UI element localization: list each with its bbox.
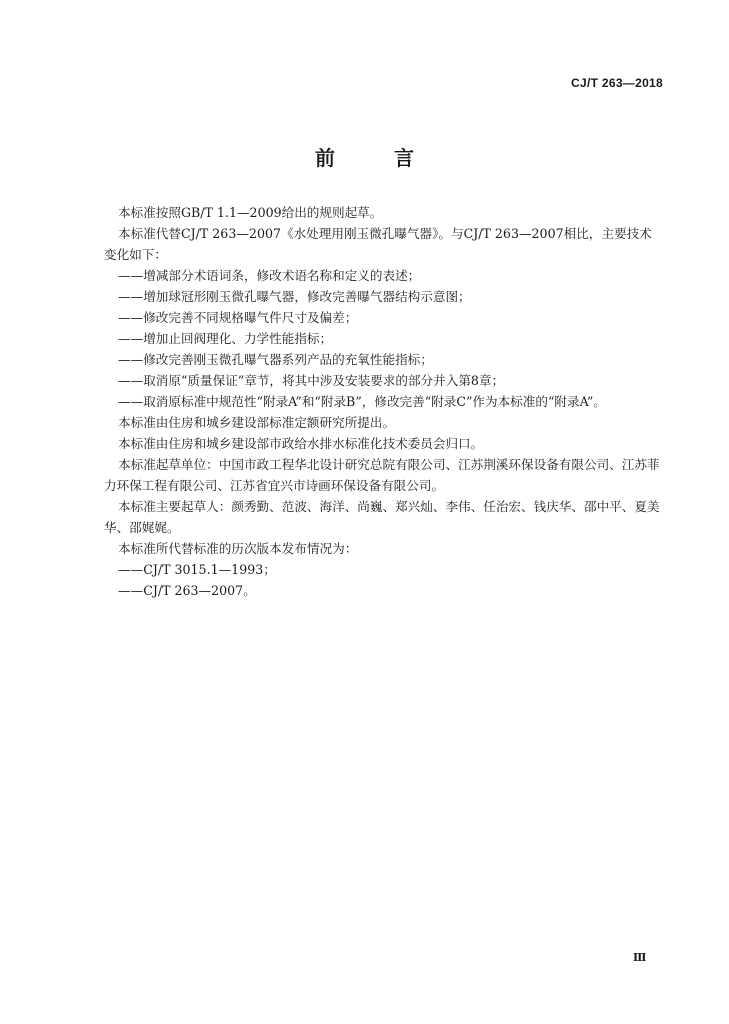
change-item: ——修改完善刚玉微孔曝气器系列产品的充氧性能指标； — [118, 352, 433, 367]
history-item: ——CJ/T 263—2007。 — [118, 583, 256, 598]
paragraph-drafting-rule: 本标准按照GB/T 1.1—2009给出的规则起草。 — [118, 205, 383, 220]
change-item: ——修改完善不同规格曝气件尺寸及偏差； — [118, 310, 358, 325]
paragraph-history-intro: 本标准所代替标准的历次版本发布情况为： — [118, 541, 358, 556]
change-item: ——增加止回阀理化、力学性能指标； — [118, 331, 333, 346]
page-title: 前 言 — [315, 146, 440, 170]
change-item: ——取消原标准中规范性“附录A”和“附录B”，修改完善“附录C”作为本标准的“附录A”。 — [118, 394, 606, 409]
change-item: ——增加球冠形刚玉微孔曝气器，修改完善曝气器结构示意图； — [118, 289, 471, 304]
standard-code: CJ/T 263—2018 — [571, 76, 663, 90]
history-item: ——CJ/T 3015.1—1993； — [118, 562, 276, 577]
paragraph-proposer: 本标准由住房和城乡建设部标准定额研究所提出。 — [118, 415, 396, 430]
change-item: ——增减部分术语词条，修改术语名称和定义的表述； — [118, 268, 421, 283]
paragraph-drafters: 本标准主要起草人：颜秀勤、范波、海洋、尚巍、郑兴灿、李伟、任治宏、钱庆华、邵中平、夏美华、邵娓娓。 — [104, 499, 660, 535]
paragraph-drafting-units: 本标准起草单位：中国市政工程华北设计研究总院有限公司、江苏荆溪环保设备有限公司、江苏菲力环保工程有限公司、江苏省宜兴市诗画环保设备有限公司。 — [104, 457, 660, 493]
change-item: ——取消原“质量保证”章节，将其中涉及安装要求的部分并入第8章； — [118, 373, 505, 388]
paragraph-committee: 本标准由住房和城乡建设部市政给水排水标准化技术委员会归口。 — [118, 436, 484, 451]
foreword-body — [104, 202, 662, 601]
page-number: Ⅲ — [633, 951, 647, 964]
paragraph-replacement: 本标准代替CJ/T 263—2007《水处理用刚玉微孔曝气器》。与CJ/T 263—2007相比，主要技术变化如下： — [104, 226, 652, 262]
